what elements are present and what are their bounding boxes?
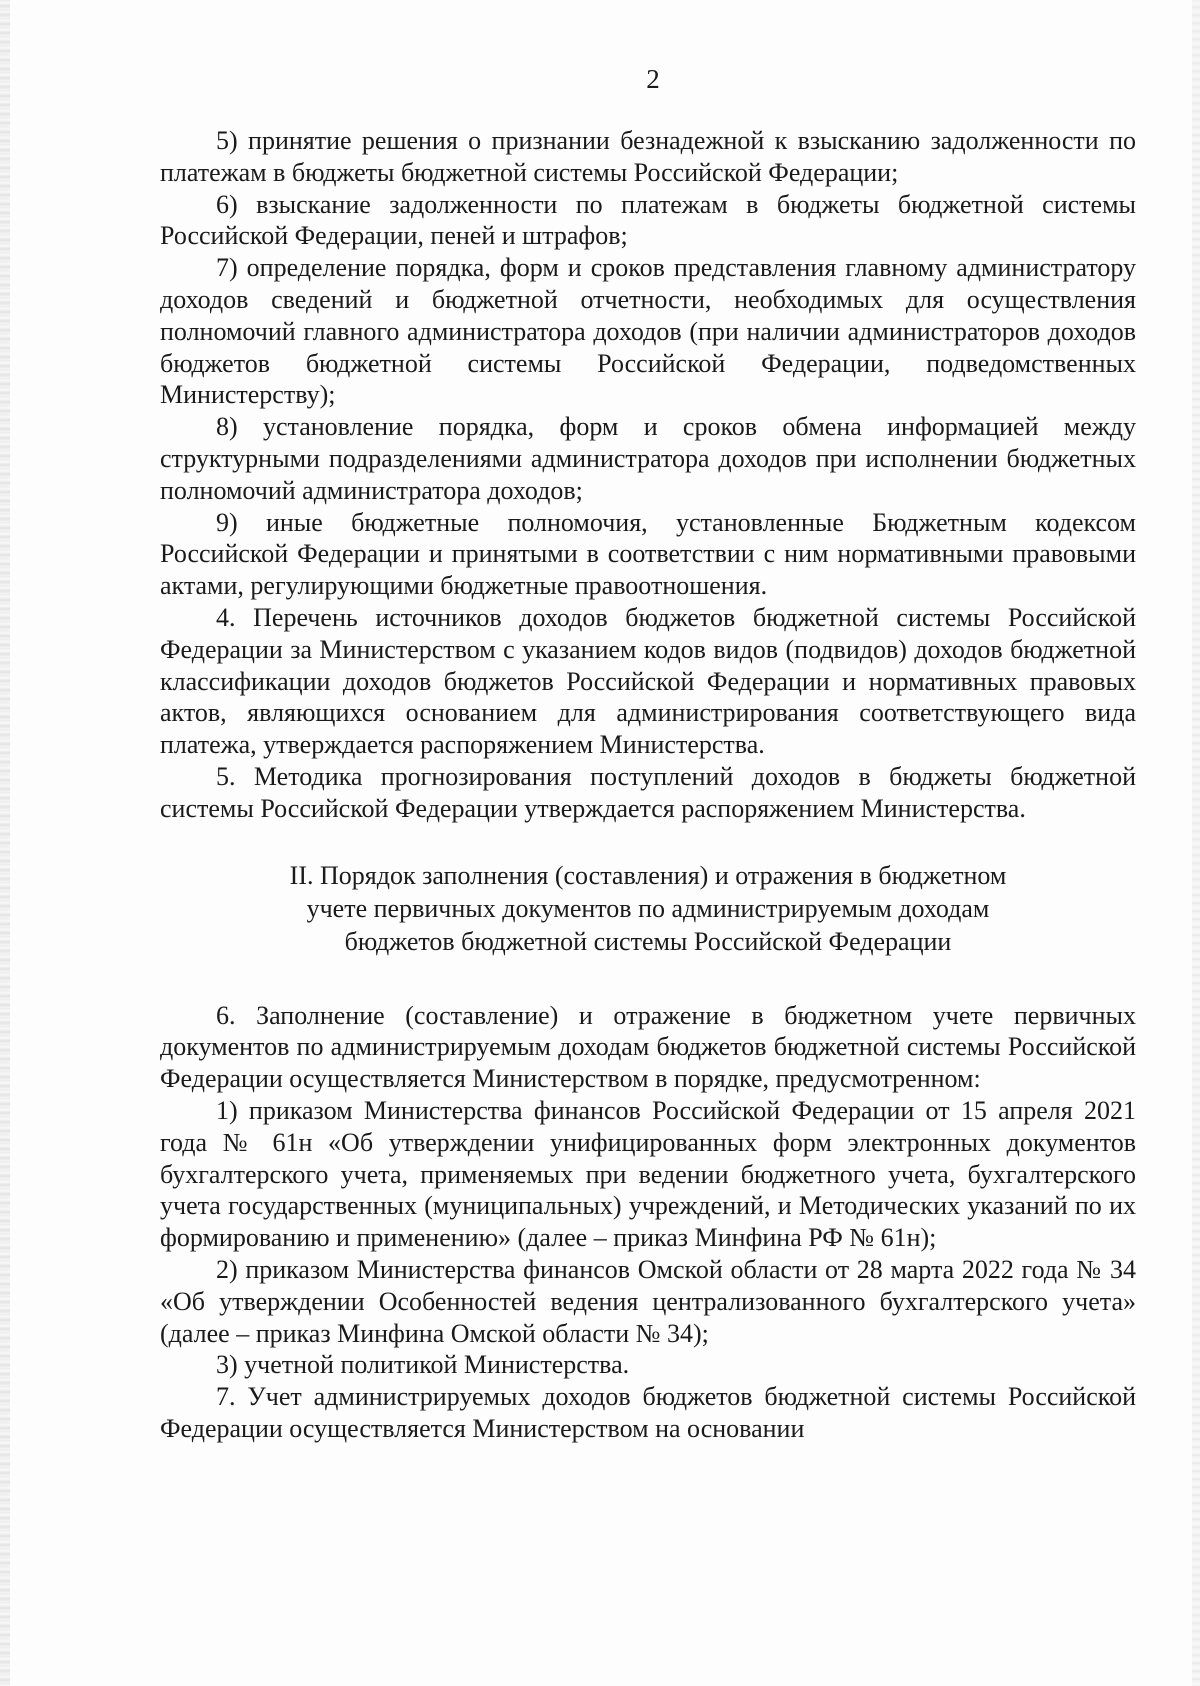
paragraph-clause-7: 7. Учет администрируемых доходов бюджетов бюджетной системы Российской Федерации осуществляется Министерством на основании — [160, 1382, 1136, 1443]
paragraph-subitem-2: 2) приказом Министерства финансов Омской области от 28 марта 2022 года № 34 «Об утверждении Особенностей ведения централизованного бухгалтерского учета» (далее – приказ Минфина Омской области № 34); — [160, 1254, 1136, 1348]
section-heading-line-1: II. Порядок заполнения (составления) и отражения в бюджетном — [289, 860, 1007, 890]
scan-edge-left — [0, 0, 10, 1686]
paragraph-subitem-3: 3) учетной политикой Министерства. — [216, 1350, 630, 1380]
paragraph-item-9: 9) иные бюджетные полномочия, установленные Бюджетным кодексом Российской Федерации и принятыми в соответствии с ним нормативными правовыми актами, регулирующими бюджетные правоотношения. — [160, 507, 1136, 601]
scan-edge-right — [1192, 0, 1200, 1686]
section-heading — [160, 859, 1136, 958]
paragraph-subitem-1: 1) приказом Министерства финансов Российской Федерации от 15 апреля 2021 года № 61н «Об утверждении унифицированных форм электронных документов бухгалтерского учета, применяемых при ведении бюджетного учета, бухгалтерского учета государственных (муниципальных) учреждений, и Методических указаний по их формированию и применению» (далее – приказ Минфина РФ № 61н); — [160, 1095, 1136, 1253]
paragraph-clause-5: 5. Методика прогнозирования поступлений доходов в бюджеты бюджетной системы Российской Федерации утверждается распоряжением Министерства. — [160, 761, 1136, 823]
paragraph-item-8: 8) установление порядка, форм и сроков обмена информацией между структурными подразделениями администратора доходов при исполнении бюджетных полномочий администратора доходов; — [160, 412, 1136, 505]
paragraph-item-6: 6) взыскание задолженности по платежам в бюджеты бюджетной системы Российской Федерации, пеней и штрафов; — [160, 189, 1136, 251]
section-heading-line-3: бюджетов бюджетной системы Российской Федерации — [344, 926, 952, 956]
paragraph-item-5: 5) принятие решения о признании безнадежной к взысканию задолженности по платежам в бюджеты бюджетной системы Российской Федерации; — [160, 126, 1136, 187]
document-body — [160, 125, 1136, 1445]
section-heading-line-2: учете первичных документов по администрируемым доходам — [306, 893, 990, 923]
paragraph-item-7: 7) определение порядка, форм и сроков представления главному администратору доходов сведений и бюджетной отчетности, необходимых для осуществления полномочий главного администратора доходов (при наличии администраторов доходов бюджетов бюджетной системы Российской Федерации, подведомственных Министерству); — [160, 253, 1136, 410]
page-number: 2 — [646, 64, 660, 94]
paragraph-clause-6: 6. Заполнение (составление) и отражение в бюджетном учете первичных документов по администрируемым доходам бюджетов бюджетной системы Российской Федерации осуществляется Министерством в порядке, предусмотренном: — [160, 1000, 1136, 1094]
paragraph-clause-4: 4. Перечень источников доходов бюджетов бюджетной системы Российской Федерации за Министерством с указанием кодов видов (подвидов) доходов бюджетной классификации доходов бюджетов Российской Федерации и нормативных правовых актов, являющихся основанием для администрирования соответствующего вида платежа, утверждается распоряжением Министерства. — [160, 602, 1136, 760]
